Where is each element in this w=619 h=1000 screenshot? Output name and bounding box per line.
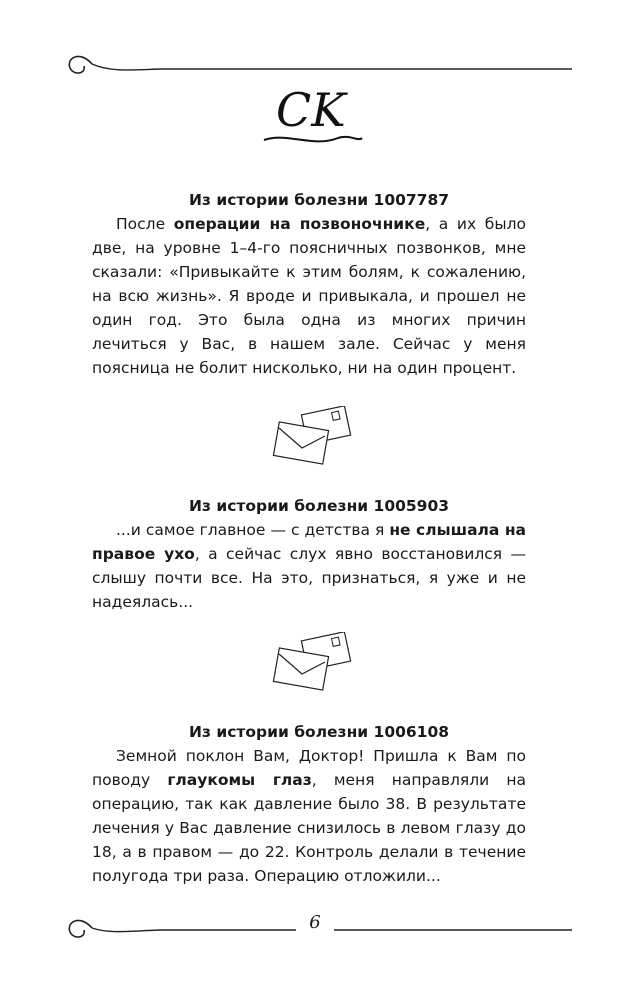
record-heading: Из истории болезни 1006108 <box>188 723 450 741</box>
envelope-icon <box>270 406 354 472</box>
record-heading: Из истории болезни 1005903 <box>188 497 450 515</box>
record-body <box>92 212 526 380</box>
record-heading: Из истории болезни 1007787 <box>188 191 450 209</box>
publisher-logo <box>258 82 368 152</box>
page-number: 6 <box>309 912 321 933</box>
record-paragraph: ...и самое главное — с детства я не слышала на правое ухо, а сейчас слух явно восстановился — слышу почти все. На это, признаться, я уже и не надеялась... <box>92 521 526 611</box>
record-section <box>118 720 520 744</box>
record-paragraph: Земной поклон Вам, Доктор! Пришла к Вам по поводу глаукомы глаз, меня направляли на операцию, так как давление было 38. В результате лечения у Вас давление снизилось в левом глазу до 18, а в правом — до 22. Контроль делали в течение полугода три раза. Операцию отложили... <box>92 747 526 885</box>
record-section <box>118 188 520 212</box>
emphasis-text: не слышала на правое ухо <box>92 521 526 563</box>
logo-monogram: CK <box>276 83 346 137</box>
record-section <box>118 494 520 518</box>
emphasis-text: глаукомы глаз <box>167 771 312 789</box>
envelope-icon <box>270 632 354 698</box>
record-paragraph: После операции на позвоночнике, а их было две, на уровне 1–4-го поясничных позвонков, мне сказали: «Привыкайте к этим болям, к сожалению, на всю жизнь». Я вроде и привыкала, и прошел не один год. Это была одна из многих причин лечиться у Вас, в нашем зале. Сейчас у меня поясница не болит нисколько, ни на один процент. <box>92 215 526 377</box>
record-body <box>92 744 526 888</box>
emphasis-text: операции на позвоночнике <box>173 215 426 233</box>
record-body <box>92 518 526 614</box>
